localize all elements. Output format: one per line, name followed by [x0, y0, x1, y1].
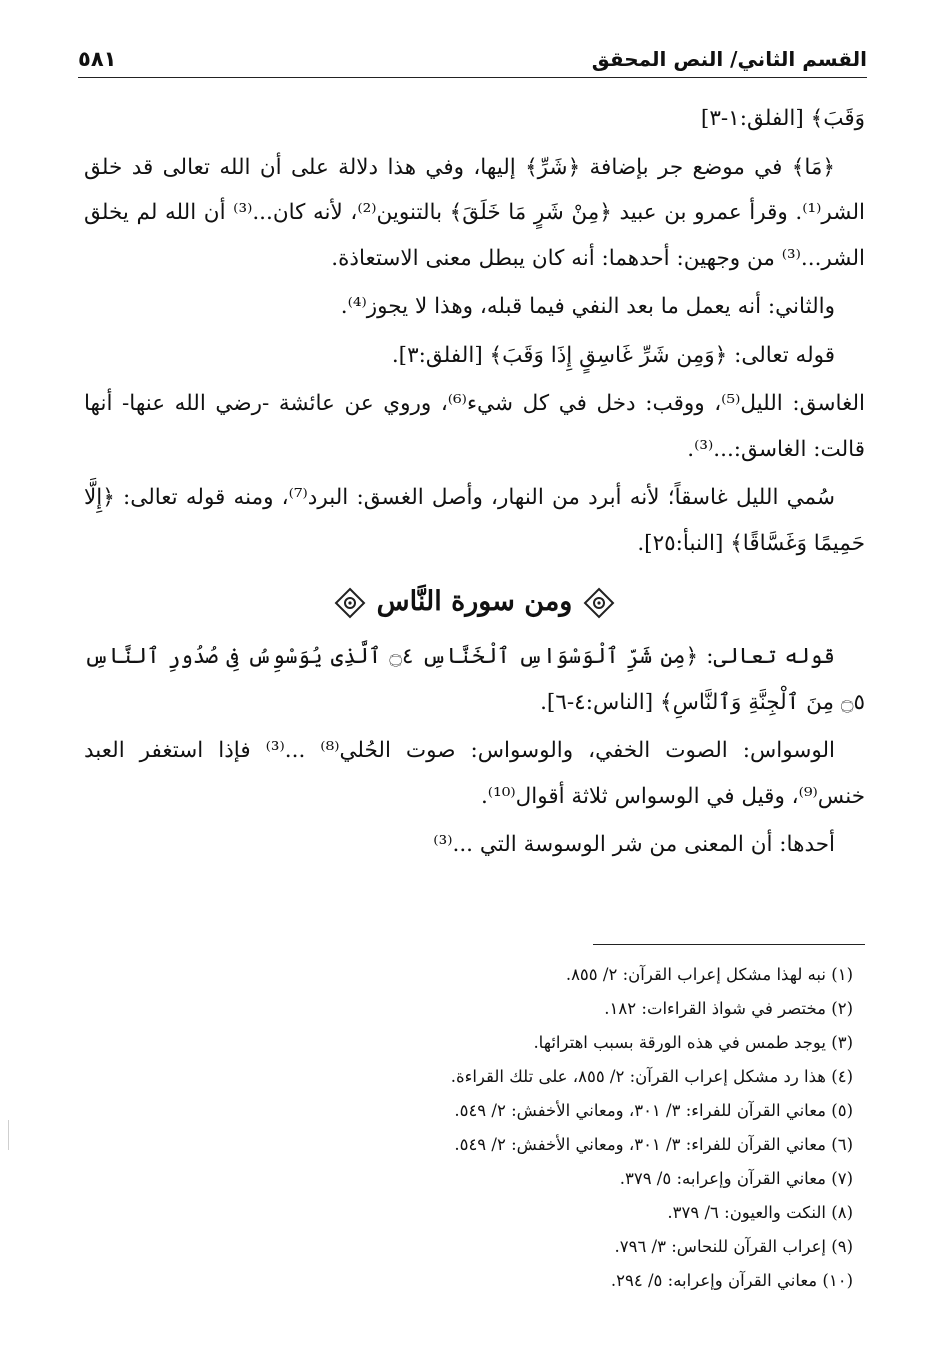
running-title: القسم الثاني/ النص المحقق — [591, 47, 867, 71]
footnotes — [84, 958, 853, 1298]
footnote: (٧) معاني القرآن وإعرابه: ٥/ ٣٧٩. — [619, 1169, 853, 1188]
page-number: ٥٨١ — [78, 47, 117, 71]
verse-continuation: وَقَبَ﴾ [الفلق:١-٣] — [700, 106, 865, 131]
footnote: (١) نبه لهذا مشكل إعراب القرآن: ٢/ ٨٥٥. — [565, 965, 853, 984]
footnote: (٢) مختصر في شواذ القراءات: ١٨٢. — [604, 999, 853, 1018]
scan-margin-mark — [8, 1120, 9, 1150]
footnote: (١٠) معاني القرآن وإعرابه: ٥/ ٢٩٤. — [610, 1271, 853, 1290]
paragraph: قوله تعالى: ﴿مِن شَرِّ ٱلْوَسْوَاسِ ٱلْخَنَّاسِ ۝٤ ٱلَّذِى يُوَسْوِسُ فِى صُدُورِ ٱلنَّاسِ ۝٥ مِنَ ٱلْجِنَّةِ وَٱلنَّاسِ﴾ [الناس:٤-٦]. — [84, 644, 865, 715]
surah-heading — [84, 580, 865, 624]
paragraph: أحدها: أن المعنى من شر الوسوسة التي ...⁽³⁾ — [433, 832, 835, 857]
main-text — [84, 96, 865, 871]
footnote: (٩) إعراب القرآن للنحاس: ٣/ ٧٩٦. — [614, 1237, 853, 1256]
footnote: (٨) النكت والعيون: ٦/ ٣٧٩. — [667, 1203, 853, 1222]
paragraph: سُمي الليل غاسقاً؛ لأنه أبرد من النهار، وأصل الغسق: البرد⁽⁷⁾، ومنه قوله تعالى: ﴿إِلَّا حَمِيمًا وَغَسَّاقًا﴾ [النبأ:٢٥]. — [84, 485, 865, 556]
paragraph: والثاني: أنه يعمل ما بعد النفي فيما قبله، وهذا لا يجوز⁽⁴⁾. — [340, 294, 835, 319]
paragraph: الوسواس: الصوت الخفي، والوسواس: صوت الحُلي⁽⁸⁾ ...⁽³⁾ فإذا استغفر العبد خنس⁽⁹⁾، وقيل في الوسواس ثلاثة أقوال⁽¹⁰⁾. — [84, 738, 865, 809]
footnote: (٤) هذا رد مشكل إعراب القرآن: ٢/ ٨٥٥، على تلك القراءة. — [450, 1067, 853, 1086]
footnote: (٣) يوجد طمس في هذه الورقة بسبب اهترائها. — [533, 1033, 853, 1052]
page-header — [78, 36, 867, 78]
paragraph: قوله تعالى: ﴿وَمِن شَرِّ غَاسِقٍ إِذَا وَقَبَ﴾ [الفلق:٣]. — [391, 342, 835, 368]
footnote: (٥) معاني القرآن للفراء: ٣/ ٣٠١، ومعاني الأخفش: ٢/ ٥٤٩. — [454, 1101, 853, 1120]
footnote-divider — [593, 944, 865, 945]
arabesque-ornament-icon — [582, 586, 616, 620]
footnote: (٦) معاني القرآن للفراء: ٣/ ٣٠١، ومعاني الأخفش: ٢/ ٥٤٩. — [454, 1135, 853, 1154]
paragraph: ﴿مَا﴾ في موضع جر بإضافة ﴿شَرِّ﴾ إليها، وفي هذا دلالة على أن الله تعالى قد خلق الشر⁽¹⁾. وقرأ عمرو بن عبيد ﴿مِنْ شَرٍ مَا خَلَقَ﴾ بالتنوين⁽²⁾، لأنه كان...⁽³⁾ أن الله لم يخلق الشر...⁽³⁾ من وجهين: أحدهما: أنه كان يبطل معنى الاستعاذة. — [84, 154, 865, 271]
surah-title: ومن سورة النَّاس — [376, 586, 573, 617]
arabesque-ornament-icon — [333, 586, 367, 620]
paragraph: الغاسق: الليل⁽⁵⁾، ووقب: دخل في كل شيء⁽⁶⁾، وروي عن عائشة -رضي الله عنها- أنها قالت: الغاسق:...⁽³⁾. — [84, 391, 865, 462]
